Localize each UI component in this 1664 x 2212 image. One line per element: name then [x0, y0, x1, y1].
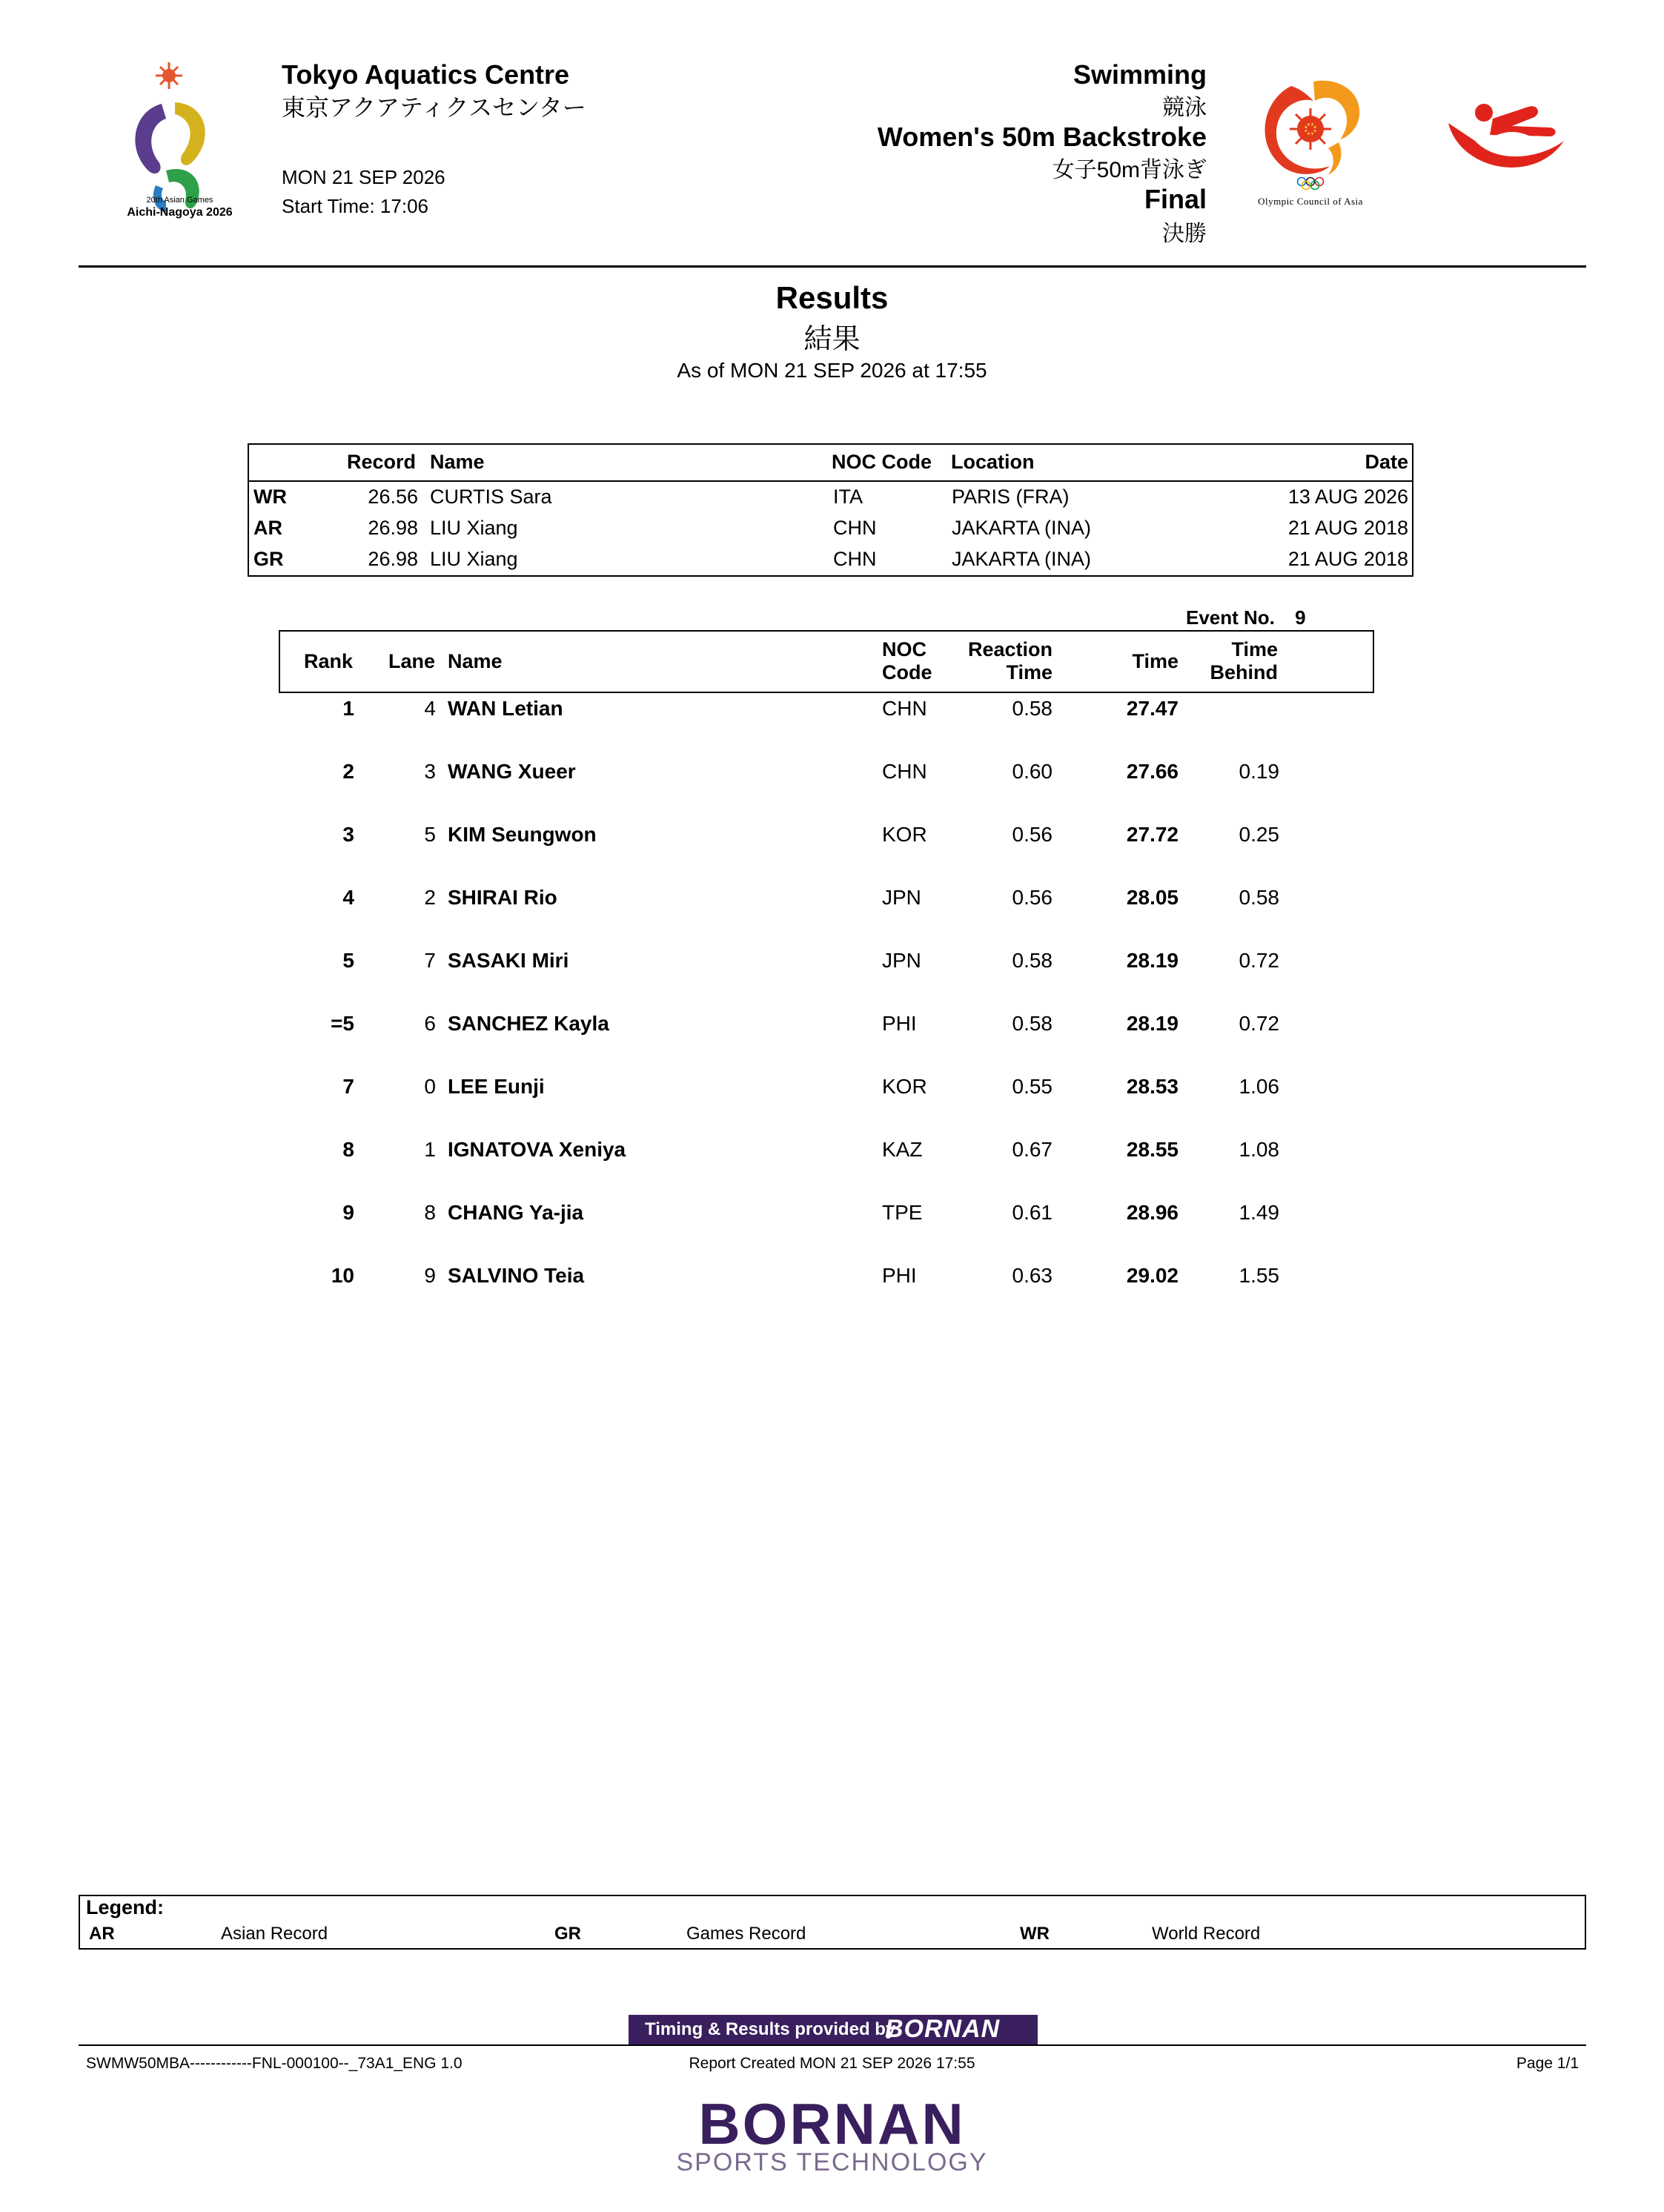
results-header-behind-line1: Time: [1231, 638, 1278, 660]
result-reaction: 0.58: [1012, 697, 1053, 720]
result-behind: 0.72: [1239, 1012, 1279, 1035]
result-row: [0, 1264, 1664, 1294]
result-name: LEE Eunji: [448, 1075, 545, 1098]
record-row: [0, 548, 1664, 577]
report-created: Report Created MON 21 SEP 2026 17:55: [689, 2055, 975, 2072]
records-header-name: Name: [430, 451, 485, 473]
result-time: 27.47: [1126, 697, 1179, 720]
venue-name: Tokyo Aquatics Centre: [282, 59, 570, 90]
result-row: [0, 1075, 1664, 1105]
legend-code: AR: [89, 1924, 115, 1944]
result-name: KIM Seungwon: [448, 823, 597, 846]
result-noc: PHI: [882, 1012, 917, 1035]
results-title-jp: 結果: [803, 324, 861, 355]
result-row: [0, 949, 1664, 978]
result-reaction: 0.56: [1012, 823, 1053, 846]
result-time: 28.55: [1126, 1138, 1179, 1161]
event-title: Women's 50m Backstroke: [877, 122, 1207, 152]
record-date: 21 AUG 2018: [1287, 548, 1408, 570]
header-date: MON 21 SEP 2026: [282, 166, 445, 188]
result-row: [0, 823, 1664, 852]
result-name: CHANG Ya-jia: [448, 1201, 584, 1224]
result-lane: 1: [424, 1138, 436, 1161]
oca-emblem-icon: [1247, 71, 1374, 190]
venue-name-jp: 東京アクアティクスセンター: [282, 94, 586, 121]
result-lane: 5: [424, 823, 436, 846]
record-time: 26.98: [368, 548, 418, 570]
result-time: 29.02: [1126, 1264, 1179, 1287]
result-time: 28.19: [1126, 1012, 1179, 1035]
start-time: Start Time: 17:06: [282, 195, 428, 217]
result-time: 28.19: [1126, 949, 1179, 972]
result-rank: 1: [342, 697, 354, 720]
record-name: CURTIS Sara: [430, 486, 552, 508]
record-date: 21 AUG 2018: [1287, 517, 1408, 539]
result-rank: 3: [342, 823, 354, 846]
result-behind: 0.25: [1239, 823, 1279, 846]
result-behind: 1.08: [1239, 1138, 1279, 1161]
result-row: [0, 1012, 1664, 1042]
legend-desc: Games Record: [686, 1924, 806, 1944]
result-reaction: 0.67: [1012, 1138, 1053, 1161]
result-behind: 0.72: [1239, 949, 1279, 972]
record-time: 26.98: [368, 517, 418, 539]
result-reaction: 0.56: [1012, 886, 1053, 909]
oca-text: Olympic Council of Asia: [1258, 196, 1363, 207]
result-rank: 8: [342, 1138, 354, 1161]
result-name: IGNATOVA Xeniya: [448, 1138, 626, 1161]
result-behind: 0.58: [1239, 886, 1279, 909]
result-reaction: 0.58: [1012, 949, 1053, 972]
record-location: JAKARTA (INA): [952, 517, 1092, 539]
records-header-noc: NOC Code: [832, 451, 932, 473]
result-lane: 6: [424, 1012, 436, 1035]
event-number: [1186, 606, 1306, 629]
result-behind: 1.06: [1239, 1075, 1279, 1098]
records-header-record: Record: [347, 451, 417, 473]
result-reaction: 0.63: [1012, 1264, 1053, 1287]
records-header-divider: [248, 480, 1413, 482]
results-header-behind-line2: Behind: [1210, 661, 1278, 683]
result-time: 28.53: [1126, 1075, 1179, 1098]
result-behind: 1.55: [1239, 1264, 1279, 1287]
results-header-reaction-line1: Reaction: [967, 638, 1053, 660]
games-logo-line1: 20th Asian Games: [146, 196, 213, 205]
result-name: SALVINO Teia: [448, 1264, 585, 1287]
result-name: SASAKI Miri: [448, 949, 569, 972]
result-name: WAN Letian: [448, 697, 563, 720]
record-code: WR: [253, 486, 287, 508]
result-row: [0, 1138, 1664, 1168]
result-rank: 4: [342, 886, 354, 909]
legend-desc: Asian Record: [221, 1924, 328, 1944]
as-of-timestamp: As of MON 21 SEP 2026 at 17:55: [677, 359, 987, 382]
result-noc: TPE: [882, 1201, 923, 1224]
record-time: 26.56: [368, 486, 418, 508]
legend-desc: World Record: [1152, 1924, 1261, 1944]
result-reaction: 0.58: [1012, 1012, 1053, 1035]
records-header-location: Location: [951, 451, 1035, 473]
result-noc: KOR: [882, 1075, 927, 1098]
result-lane: 7: [424, 949, 436, 972]
result-lane: 9: [424, 1264, 436, 1287]
event-title-jp: 女子50m背泳ぎ: [1052, 158, 1207, 182]
record-location: PARIS (FRA): [952, 486, 1070, 508]
record-row: [0, 486, 1664, 515]
record-code: AR: [253, 517, 282, 539]
bornan-logo-sub: SPORTS TECHNOLOGY: [676, 2148, 988, 2176]
result-noc: PHI: [882, 1264, 917, 1287]
event-number-label: Event No.: [1186, 606, 1275, 629]
record-noc: CHN: [833, 517, 877, 539]
result-name: SHIRAI Rio: [448, 886, 557, 909]
results-header-noc: [882, 638, 932, 684]
result-rank: =5: [331, 1012, 354, 1035]
result-rank: 5: [342, 949, 354, 972]
timing-banner-logo: BORNAN: [885, 2015, 1001, 2043]
result-noc: KOR: [882, 823, 927, 846]
games-logo-line2: Aichi-Nagoya 2026: [127, 206, 233, 219]
results-header-reaction-line2: Time: [1006, 661, 1053, 683]
page-number: Page 1/1: [1516, 2055, 1579, 2072]
result-noc: CHN: [882, 760, 927, 783]
result-noc: JPN: [882, 886, 921, 909]
footer-divider: [79, 2044, 1586, 2046]
legend-code: GR: [554, 1924, 581, 1944]
result-lane: 3: [424, 760, 436, 783]
result-lane: 8: [424, 1201, 436, 1224]
results-header-time: Time: [1132, 650, 1179, 672]
swimming-pictogram-icon: [1445, 96, 1579, 185]
timing-banner: [629, 2015, 1038, 2044]
result-name: WANG Xueer: [448, 760, 576, 783]
result-row: [0, 760, 1664, 789]
result-rank: 9: [342, 1201, 354, 1224]
legend-title: Legend:: [86, 1896, 164, 1918]
phase-title: Final: [1144, 184, 1207, 214]
games-logo: [104, 59, 256, 222]
bornan-logo: BORNAN: [698, 2091, 966, 2156]
result-row: [0, 886, 1664, 915]
result-reaction: 0.60: [1012, 760, 1053, 783]
result-noc: KAZ: [882, 1138, 923, 1161]
result-lane: 4: [424, 697, 436, 720]
swimming-pictogram: [1445, 96, 1579, 185]
result-rank: 10: [331, 1264, 354, 1287]
record-row: [0, 517, 1664, 546]
result-reaction: 0.55: [1012, 1075, 1053, 1098]
records-header-date: Date: [1365, 451, 1408, 473]
result-lane: 0: [424, 1075, 436, 1098]
legend-code: WR: [1020, 1924, 1050, 1944]
record-name: LIU Xiang: [430, 548, 518, 570]
phase-title-jp: 決勝: [1162, 222, 1207, 246]
report-code: SWMW50MBA------------FNL-000100--_73A1_ENG 1.0: [86, 2055, 463, 2072]
olympic-rings-icon: [1296, 176, 1325, 191]
result-time: 27.72: [1126, 823, 1179, 846]
result-row: [0, 1201, 1664, 1231]
record-name: LIU Xiang: [430, 517, 518, 539]
oca-logo: [1247, 71, 1374, 219]
record-code: GR: [253, 548, 284, 570]
record-noc: ITA: [833, 486, 863, 508]
results-header-name: Name: [448, 650, 503, 672]
result-noc: CHN: [882, 697, 927, 720]
result-name: SANCHEZ Kayla: [448, 1012, 609, 1035]
record-date: 13 AUG 2026: [1287, 486, 1408, 508]
timing-banner-text: Timing & Results provided by: [645, 2019, 896, 2039]
results-header-behind: [1186, 638, 1278, 684]
result-lane: 2: [424, 886, 436, 909]
result-behind: 0.19: [1239, 760, 1279, 783]
results-header-reaction: [949, 638, 1053, 684]
results-header-noc-line2: Code: [882, 661, 932, 683]
sport-title: Swimming: [1073, 59, 1207, 90]
results-header-noc-line1: NOC: [882, 638, 927, 660]
result-reaction: 0.61: [1012, 1201, 1053, 1224]
result-time: 28.05: [1126, 886, 1179, 909]
record-noc: CHN: [833, 548, 877, 570]
result-noc: JPN: [882, 949, 921, 972]
header-divider: [79, 265, 1586, 268]
sport-title-jp: 競泳: [1162, 96, 1207, 120]
result-time: 27.66: [1126, 760, 1179, 783]
results-header-rank: Rank: [304, 650, 354, 672]
results-header-lane: Lane: [388, 650, 436, 672]
result-row: [0, 697, 1664, 726]
result-rank: 7: [342, 1075, 354, 1098]
results-title: Results: [775, 280, 889, 315]
result-time: 28.96: [1126, 1201, 1179, 1224]
record-location: JAKARTA (INA): [952, 548, 1092, 570]
result-behind: 1.49: [1239, 1201, 1279, 1224]
event-number-value: 9: [1295, 606, 1306, 629]
result-rank: 2: [342, 760, 354, 783]
